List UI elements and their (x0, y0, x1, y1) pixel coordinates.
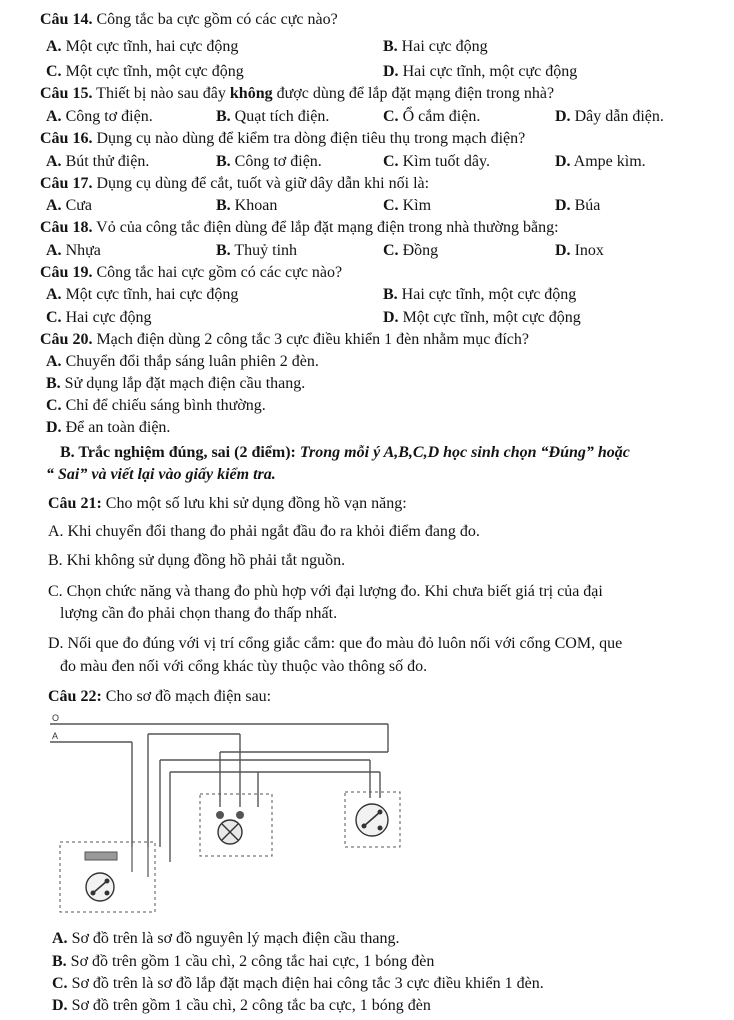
option-d: D. Hai cực tĩnh, một cực động (383, 63, 578, 80)
option-c: C. Kìm (383, 197, 432, 214)
question-number: Câu 18. (40, 219, 93, 236)
lamp-icon (218, 820, 242, 844)
three-way-switch-icon-right (356, 804, 388, 836)
option-a: A. Công tơ điện. (46, 108, 153, 125)
question-number: Câu 14. (40, 11, 93, 28)
three-way-switch-icon-left (86, 873, 114, 901)
option-b: B. Khoan (216, 197, 278, 214)
question-19: Câu 19. Công tắc hai cực gồm có các cực nào? (40, 264, 343, 281)
fuse-icon (85, 852, 117, 860)
option-c: C. Chỉ để chiếu sáng bình thường. (46, 397, 266, 414)
question-20: Câu 20. Mạch điện dùng 2 công tắc 3 cực điều khiển 1 đèn nhằm mục đích? (40, 331, 529, 348)
q22-statement-a: A. Sơ đồ trên là sơ đồ nguyên lý mạch điện cầu thang. (52, 930, 400, 947)
q21-statement-c-line2: lượng cần đo phải chọn thang đo thấp nhất. (60, 605, 338, 622)
question-22: Câu 22: Cho sơ đồ mạch điện sau: (48, 688, 272, 705)
q21-statement-d-line1: D. Nối que đo đúng với vị trí cổng giắc cắm: que đo màu đỏ luôn nối với cổng COM, que (48, 635, 623, 652)
q21-statement-b: B. Khi không sử dụng đồng hồ phải tắt nguồn. (48, 552, 346, 569)
question-number: Câu 17. (40, 175, 93, 192)
option-d: D. Dây dẫn điện. (555, 108, 664, 125)
option-d: D. Một cực tĩnh, một cực động (383, 309, 581, 326)
option-c: C. Hai cực động (46, 309, 152, 326)
section-b-instruction: “ Sai” và viết lại vào giấy kiểm tra. (46, 466, 276, 483)
question-16: Câu 16. Dụng cụ nào dùng để kiểm tra dòng điện tiêu thụ trong mạch điện? (40, 130, 526, 147)
question-21: Câu 21: Cho một số lưu khi sử dụng đồng hồ vạn năng: (48, 495, 407, 512)
option-d: D. Để an toàn điện. (46, 419, 171, 436)
question-17: Câu 17. Dụng cụ dùng để cắt, tuốt và giữ dây dẫn khi nối là: (40, 175, 430, 192)
option-c: C. Đồng (383, 242, 439, 259)
neutral-label: O (52, 713, 60, 723)
circuit-diagram (40, 712, 420, 917)
option-d: D. Ampe kìm. (555, 153, 646, 170)
lamp-terminal (216, 811, 224, 819)
q22-statement-c: C. Sơ đồ trên là sơ đồ lắp đặt mạch điện hai công tắc 3 cực điều khiển 1 đèn. (52, 975, 544, 992)
question-number: Câu 20. (40, 331, 93, 348)
q22-statement-b: B. Sơ đồ trên gồm 1 cầu chì, 2 công tắc hai cực, 1 bóng đèn (52, 953, 435, 970)
option-a: A. Cưa (46, 197, 93, 214)
question-text: Công tắc ba cực gồm có các cực nào? (92, 11, 338, 28)
option-b: B. Công tơ điện. (216, 153, 322, 170)
option-a: A. Bút thử điện. (46, 153, 150, 170)
question-14 (40, 10, 338, 30)
option-b: B. Sử dụng lắp đặt mạch điện cầu thang. (46, 375, 306, 392)
option-c: C. Ổ cắm điện. (383, 108, 481, 125)
question-18: Câu 18. Vỏ của công tắc điện dùng để lắp đặt mạng điện trong nhà thường bằng: (40, 219, 559, 236)
option-b: B. Hai cực tĩnh, một cực động (383, 286, 577, 303)
option-b: B. Thuỷ tinh (216, 242, 298, 259)
question-number: Câu 16. (40, 130, 93, 147)
option-b: B. Quạt tích điện. (216, 108, 330, 125)
option-a: A. Nhựa (46, 242, 101, 259)
question-number: Câu 19. (40, 264, 93, 281)
q21-statement-d-line2: đo màu đen nối với cổng khác tùy thuộc vào thông số đo. (60, 658, 428, 675)
option-c: C. Kìm tuốt dây. (383, 153, 490, 170)
option-a: A. Chuyển đổi thắp sáng luân phiên 2 đèn. (46, 353, 319, 370)
option-a: A. Một cực tĩnh, hai cực động (46, 286, 239, 303)
question-number: Câu 15. (40, 85, 93, 102)
option-c: C. Một cực tĩnh, một cực động (46, 63, 244, 80)
q21-statement-a: A. Khi chuyển đổi thang đo phải ngắt đầu đo ra khỏi điểm đang đo. (48, 523, 480, 540)
option-d: D. Inox (555, 242, 604, 259)
section-b-heading: B. Trắc nghiệm đúng, sai (2 điểm): Trong mỗi ý A,B,C,D học sinh chọn “Đúng” hoặc (60, 444, 630, 461)
option-b: B. Hai cực động (383, 38, 488, 55)
lamp-terminal (236, 811, 244, 819)
question-15: Câu 15. Thiết bị nào sau đây không được dùng để lắp đặt mạng điện trong nhà? (40, 85, 555, 102)
q21-statement-c-line1: C. Chọn chức năng và thang đo phù hợp với đại lượng đo. Khi chưa biết giá trị của đại (48, 583, 603, 600)
phase-label: A (52, 731, 59, 741)
q22-statement-d: D. Sơ đồ trên gồm 1 cầu chì, 2 công tắc ba cực, 1 bóng đèn (52, 997, 431, 1014)
option-d: D. Búa (555, 197, 601, 214)
option-a: A. Một cực tĩnh, hai cực động (46, 38, 239, 55)
